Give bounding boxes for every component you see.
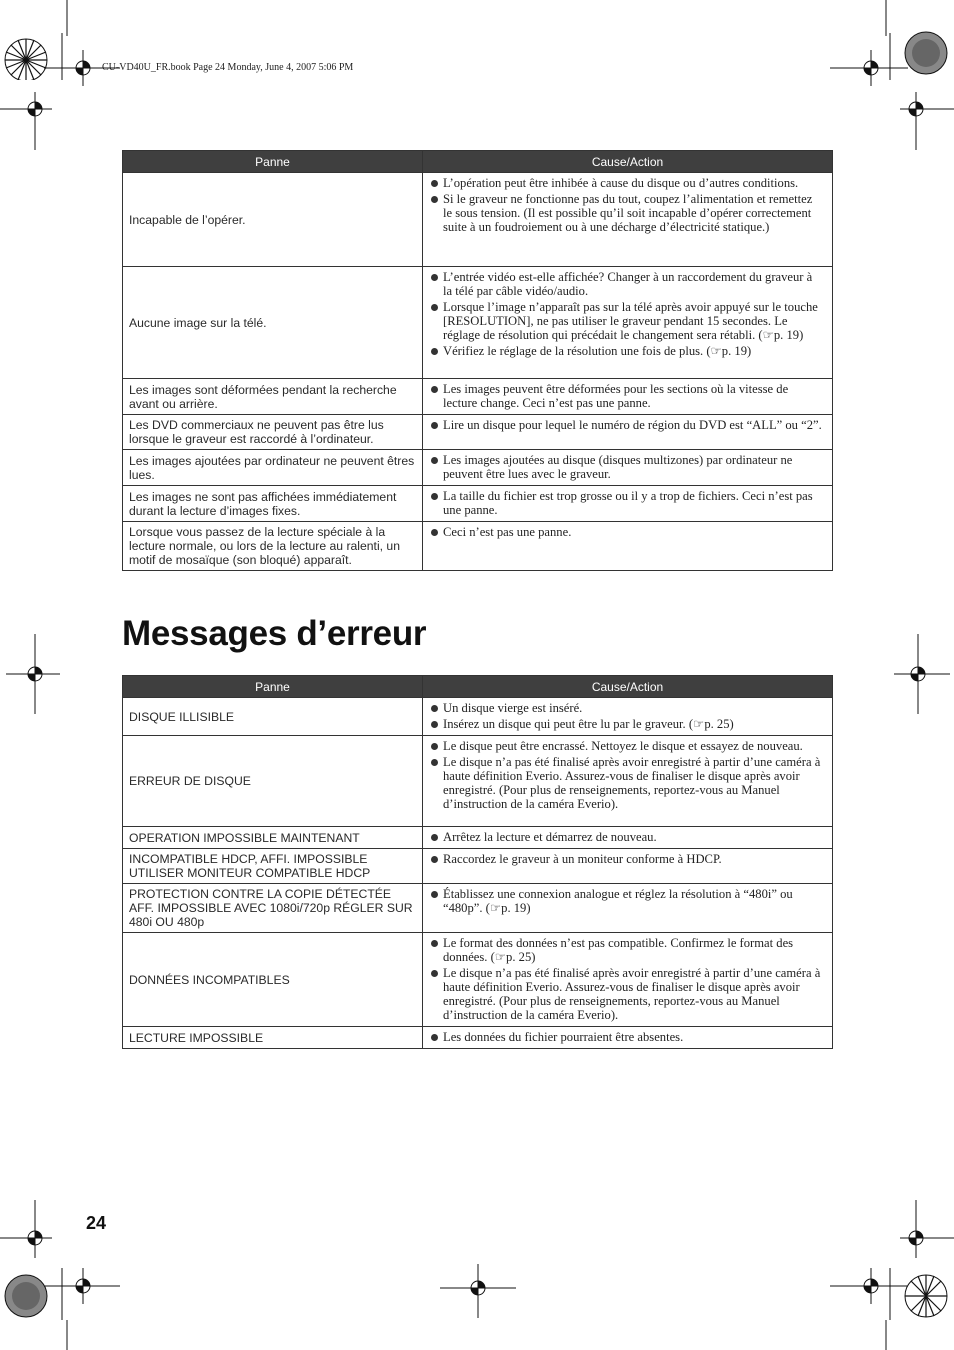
cause-cell [423, 884, 833, 933]
column-header-cause: Cause/Action [423, 151, 833, 173]
problem-cell: Les images ajoutées par ordinateur ne peuvent êtres lues. [123, 450, 423, 486]
problem-cell: PROTECTION CONTRE LA COPIE DÉTECTÉE AFF. IMPOSSIBLE AVEC 1080i/720p RÉGLER SUR 480i OU 480p [123, 884, 423, 933]
cause-cell [423, 933, 833, 1027]
table-row [123, 1027, 833, 1049]
cause-item: Le disque n’a pas été finalisé après avoir enregistré à partir d’une caméra à haute définition Everio. Assurez-vous de finaliser le disque après avoir enregistré. (Pour plus de renseignements, reportez-vous au Manuel d’instruction de la caméra Everio). [429, 966, 824, 1022]
table-row [123, 736, 833, 827]
problem-cell: INCOMPATIBLE HDCP, AFFI. IMPOSSIBLE UTILISER MONITEUR COMPATIBLE HDCP [123, 849, 423, 884]
problem-cell: Les images ne sont pas affichées immédiatement durant la lecture d’images fixes. [123, 486, 423, 522]
problem-cell: Aucune image sur la télé. [123, 267, 423, 379]
problem-cell: Les images sont déformées pendant la recherche avant ou arrière. [123, 379, 423, 415]
crop-marks-bottom-right-icon [820, 1200, 954, 1350]
cause-cell [423, 698, 833, 736]
cause-item: Ceci n’est pas une panne. [429, 525, 824, 539]
column-header-problem: Panne [123, 676, 423, 698]
cause-item: Le format des données n’est pas compatible. Confirmez le format des données. (☞p. 25) [429, 936, 824, 964]
crop-mark-left-middle-icon [0, 630, 60, 720]
cause-item: Le disque n’a pas été finalisé après avoir enregistré à partir d’une caméra à haute définition Everio. Assurez-vous de finaliser le disque après avoir enregistré. (Pour plus de renseignements, reportez-vous au Manuel d’instruction de la caméra Everio). [429, 755, 824, 811]
cause-item: Si le graveur ne fonctionne pas du tout, coupez l’alimentation et remettez le sous tension. (Il est possible qu’il soit incapable d’opérer correctement suite à un foudroiement ou à une décharge d’électricité statique.) [429, 192, 824, 234]
cause-item: Les données du fichier pourraient être absentes. [429, 1030, 824, 1044]
cause-item: Vérifiez le réglage de la résolution une fois de plus. (☞p. 19) [429, 344, 824, 358]
column-header-cause: Cause/Action [423, 676, 833, 698]
table-row [123, 933, 833, 1027]
cause-cell [423, 415, 833, 450]
problem-cell: Lorsque vous passez de la lecture spéciale à la lecture normale, ou lors de la lecture au ralenti, un motif de mosaïque (son bloqué) apparaît. [123, 522, 423, 571]
cause-cell [423, 450, 833, 486]
crop-marks-top-left-icon [0, 0, 130, 150]
table-header-row [123, 151, 833, 173]
section-title: Messages d’erreur [122, 614, 427, 653]
problem-cell: Incapable de l’opérer. [123, 173, 423, 267]
cause-item: Insérez un disque qui peut être lu par le graveur. (☞p. 25) [429, 717, 824, 731]
table-row [123, 698, 833, 736]
column-header-problem: Panne [123, 151, 423, 173]
page-number: 24 [86, 1213, 107, 1233]
problem-cell: Les DVD commerciaux ne peuvent pas être lus lorsque le graveur est raccordé à l’ordinateur. [123, 415, 423, 450]
cause-cell [423, 379, 833, 415]
troubleshooting-table [122, 150, 833, 571]
problem-cell: OPERATION IMPOSSIBLE MAINTENANT [123, 827, 423, 849]
table-row [123, 267, 833, 379]
crop-mark-bottom-center-icon [430, 1262, 530, 1322]
crop-marks-top-right-icon [820, 0, 954, 150]
cause-cell [423, 173, 833, 267]
cause-item: Raccordez le graveur à un moniteur conforme à HDCP. [429, 852, 824, 866]
table-row [123, 849, 833, 884]
cause-item: L’entrée vidéo est-elle affichée? Changer à un raccordement du graveur à la télé par câble vidéo/audio. [429, 270, 824, 298]
cause-item: Lorsque l’image n’apparaît pas sur la télé après avoir appuyé sur le touche [RESOLUTION], ne pas utiliser le graveur pendant 15 secondes. Le réglage de résolution qui précédait le changement sera rétabli. (☞p. 19) [429, 300, 824, 342]
error-messages-table [122, 675, 833, 1049]
cause-item: Les images peuvent être déformées pour les sections où la vitesse de lecture change. Ceci n’est pas une panne. [429, 382, 824, 410]
table-row [123, 827, 833, 849]
cause-item: L’opération peut être inhibée à cause du disque ou d’autres conditions. [429, 176, 824, 190]
cause-cell [423, 522, 833, 571]
crop-marks-bottom-left-icon [0, 1200, 130, 1350]
table-row [123, 379, 833, 415]
problem-cell: LECTURE IMPOSSIBLE [123, 1027, 423, 1049]
table-row [123, 450, 833, 486]
table-row [123, 522, 833, 571]
cause-item: La taille du fichier est trop grosse ou il y a trop de fichiers. Ceci n’est pas une panne. [429, 489, 824, 517]
cause-cell [423, 736, 833, 827]
problem-cell: ERREUR DE DISQUE [123, 736, 423, 827]
cause-item: Les images ajoutées au disque (disques multizones) par ordinateur ne peuvent être lues avec le graveur. [429, 453, 824, 481]
cause-cell [423, 849, 833, 884]
cause-cell [423, 486, 833, 522]
problem-cell: DONNÉES INCOMPATIBLES [123, 933, 423, 1027]
table-row [123, 884, 833, 933]
problem-cell: DISQUE ILLISIBLE [123, 698, 423, 736]
cause-item: Arrêtez la lecture et démarrez de nouveau. [429, 830, 824, 844]
table-row [123, 415, 833, 450]
cause-cell [423, 827, 833, 849]
cause-cell [423, 267, 833, 379]
table-row [123, 486, 833, 522]
crop-mark-right-middle-icon [894, 630, 954, 720]
cause-item: Établissez une connexion analogue et réglez la résolution à “480i” ou “480p”. (☞p. 19) [429, 887, 824, 915]
print-header: CU-VD40U_FR.book Page 24 Monday, June 4, 2007 5:06 PM [102, 62, 354, 73]
cause-cell [423, 1027, 833, 1049]
table-row [123, 173, 833, 267]
cause-item: Un disque vierge est inséré. [429, 701, 824, 715]
table-header-row [123, 676, 833, 698]
cause-item: Lire un disque pour lequel le numéro de région du DVD est “ALL” ou “2”. [429, 418, 824, 432]
cause-item: Le disque peut être encrassé. Nettoyez le disque et essayez de nouveau. [429, 739, 824, 753]
